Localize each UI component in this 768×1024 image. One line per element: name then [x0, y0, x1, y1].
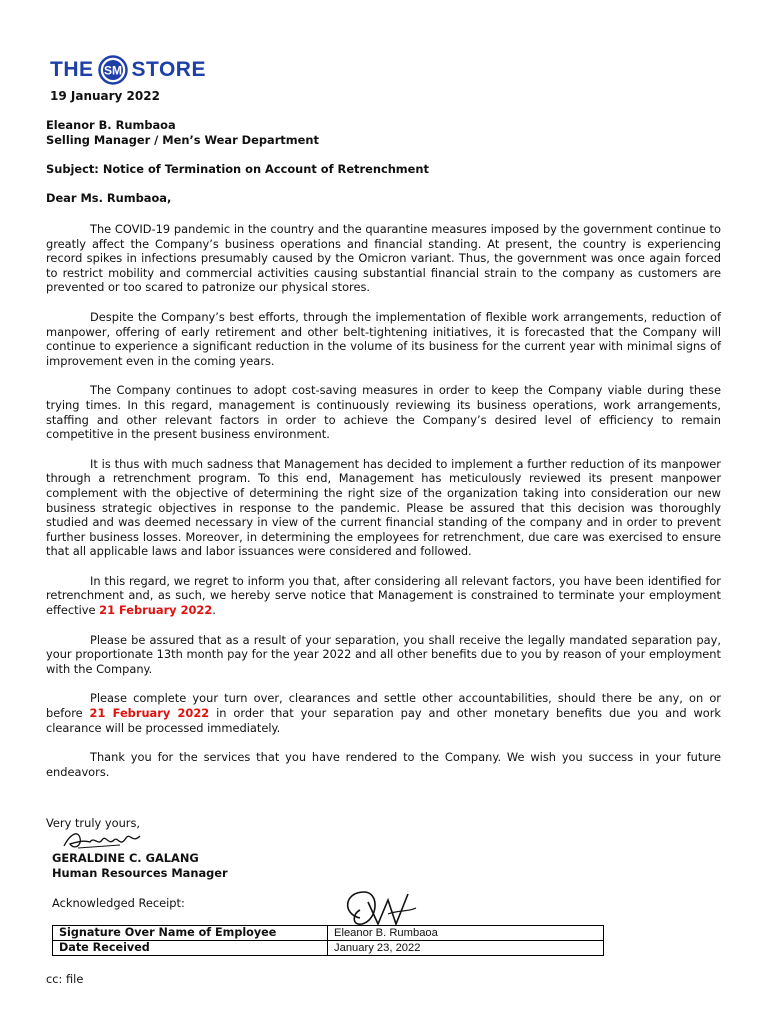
p7-text-before: Please complete your turn over, clearances and settle other accountabilities, should there be any, on or before [46, 691, 721, 721]
paragraph-1: The COVID-19 pandemic in the country and the quarantine measures imposed by the government continue to greatly affect the Company’s business operations and financial standing. At present, the country is experiencing record spikes in infections presumably caused by the Omicron variant. Thus, the government was once again forced to restrict mobility and commercial activities causing substantial financial strain to the company as customers are prevented or too scared to patronize our physical stores. [46, 222, 721, 295]
hr-signature-image [60, 824, 146, 854]
signature-label-cell: Signature Over Name of Employee [53, 926, 328, 941]
p7-text-after: in order that your separation pay and other monetary benefits due you and work clearance will be processed immediately. [46, 706, 722, 735]
paragraph-8: Thank you for the services that you have rendered to the Company. We wish you success in your future endeavors. [46, 750, 721, 779]
effective-date: 21 February 2022 [99, 603, 213, 618]
closing-line: Very truly yours, [46, 816, 141, 830]
p5-text-after: . [212, 603, 216, 618]
emblem-text: SM [103, 63, 122, 78]
letter-body [46, 222, 721, 794]
sm-emblem-icon [98, 55, 128, 85]
addressee-block [46, 118, 319, 148]
table-row [53, 941, 604, 956]
paragraph-7 [46, 691, 721, 735]
paragraph-4: It is thus with much sadness that Management has decided to implement a further reduction of its manpower through a retrenchment program. To this end, Management has meticulously reviewed its present manpower complement with the objective of determining the right size of the organization taking into consideration our new business strategic objectives in response to the pandemic. Please be assured that this decision was thoroughly studied and was deemed necessary in view of the current financial standing of the company and in order to prevent further business losses. Moreover, in determining the employees for retrenchment, due care was exercised to ensure that all applicable laws and labor issuances were considered and followed. [46, 456, 721, 559]
signature-value-cell: Eleanor B. Rumbaoa [328, 926, 604, 941]
company-logo [50, 54, 206, 86]
acknowledgement-table [52, 925, 604, 956]
signer-block [52, 851, 228, 881]
salutation: Dear Ms. Rumbaoa, [46, 191, 172, 205]
table-row [53, 926, 604, 941]
cc-line: cc: file [46, 972, 84, 986]
logo-word-the: THE [50, 58, 94, 81]
letter-date: 19 January 2022 [50, 89, 160, 103]
acknowledged-receipt-label: Acknowledged Receipt: [52, 896, 185, 910]
paragraph-3: The Company continues to adopt cost-saving measures in order to keep the Company viable during these trying times. In this regard, management is continuously reviewing its business operations, work arrangements, staffing and other relevant factors in order to achieve the Company’s desired level of efficiency to remain competitive in the present business environment. [46, 383, 721, 442]
signer-name: GERALDINE C. GALANG [52, 851, 199, 865]
date-received-label-cell: Date Received [53, 941, 328, 956]
signer-title: Human Resources Manager [52, 866, 228, 880]
p5-text-before: In this regard, we regret to inform you that, after considering all relevant factors, you have been identified for retrenchment and, as such, we hereby serve notice that Management is constrained to terminate your employment effective [46, 573, 721, 618]
paragraph-2: Despite the Company’s best efforts, through the implementation of flexible work arrangements, reduction of manpower, offering of early retirement and other belt-tightening initiatives, it is forecasted that the Company will continue to experience a significant reduction in the volume of its business for the current year with minimal signs of improvement even in the coming years. [46, 309, 721, 368]
paragraph-5 [46, 574, 721, 618]
logo-word-store: STORE [131, 58, 206, 81]
paragraph-6: Please be assured that as a result of your separation, you shall receive the legally mandated separation pay, your proportionate 13th month pay for the year 2022 and all other benefits due to you by reason of your employment with the Company. [46, 632, 721, 676]
addressee-name: Eleanor B. Rumbaoa [46, 118, 176, 132]
date-received-value-cell: January 23, 2022 [328, 941, 604, 956]
addressee-title: Selling Manager / Men’s Wear Department [46, 133, 319, 147]
deadline-date: 21 February 2022 [89, 706, 210, 721]
subject-line: Subject: Notice of Termination on Account of Retrenchment [46, 162, 429, 176]
